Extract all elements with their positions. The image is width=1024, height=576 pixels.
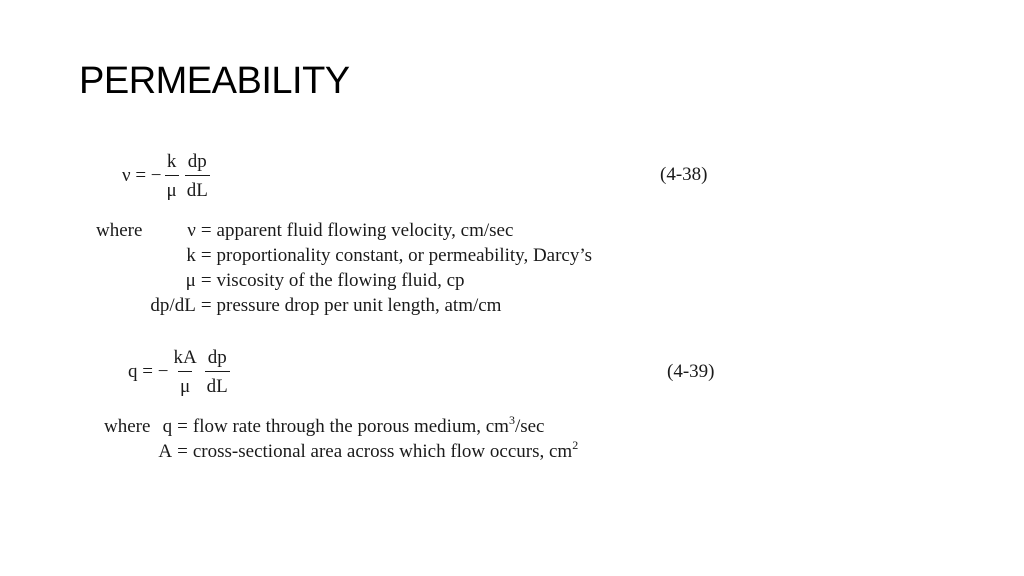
fraction-k-over-mu [165,152,179,200]
equals-sign: = [200,295,212,316]
equals-sign: = [200,220,212,241]
definition-text-main: cross-sectional area across which flow occurs, cm [192,441,573,462]
definition-row [104,414,578,439]
fraction-denominator: dL [185,175,210,200]
slide-title: PERMEABILITY [79,60,350,102]
equation-number: (4-38) [660,164,708,185]
fraction-denominator: μ [178,371,192,396]
definition-symbol: k [186,245,196,266]
fraction-numerator: dp [187,151,207,172]
fraction-denominator: dL [205,371,230,396]
fraction-numerator: kA [173,347,197,368]
superscript: 3 [508,413,515,427]
definition-row [104,439,578,464]
definition-text [193,439,578,464]
definition-symbol: q [162,416,173,437]
definition-text-tail: /sec [514,416,545,437]
fraction-ka-over-mu [171,348,198,396]
definition-row [96,243,592,268]
equals-sign: = [200,245,212,266]
equals-sign: = [177,416,188,437]
definitions-list-1 [96,218,592,318]
definition-symbol: dp/dL [150,295,196,316]
fraction-numerator: dp [207,347,227,368]
definition-text: viscosity of the flowing fluid, cp [216,270,465,291]
equation-lhs: q = − [128,361,169,382]
fraction-dp-over-dl [205,348,230,396]
equation-flow-rate [128,348,233,396]
definition-symbol: ν [187,220,196,241]
definition-text [193,414,578,439]
definition-text: apparent fluid flowing velocity, cm/sec [216,220,514,241]
equation-number: (4-39) [667,361,715,382]
fraction-numerator: k [166,151,177,172]
definition-row [96,268,592,293]
equation-darcy-velocity [122,152,213,200]
definition-symbol: μ [185,270,196,291]
definition-row [96,218,592,243]
equals-sign: = [200,270,212,291]
fraction-dp-over-dl [185,152,210,200]
definition-text: pressure drop per unit length, atm/cm [216,295,502,316]
superscript: 2 [572,438,579,452]
definitions-list-2 [104,414,578,464]
equation-lhs: ν = − [122,165,162,186]
fraction-denominator: μ [165,175,179,200]
definition-symbol: A [158,441,173,462]
equals-sign: = [177,441,188,462]
definition-text: proportionality constant, or permeability, Darcy’s [216,245,593,266]
where-label: where [96,220,143,241]
where-label: where [104,416,151,437]
definition-text-main: flow rate through the porous medium, cm [192,416,509,437]
definition-row [96,293,592,318]
